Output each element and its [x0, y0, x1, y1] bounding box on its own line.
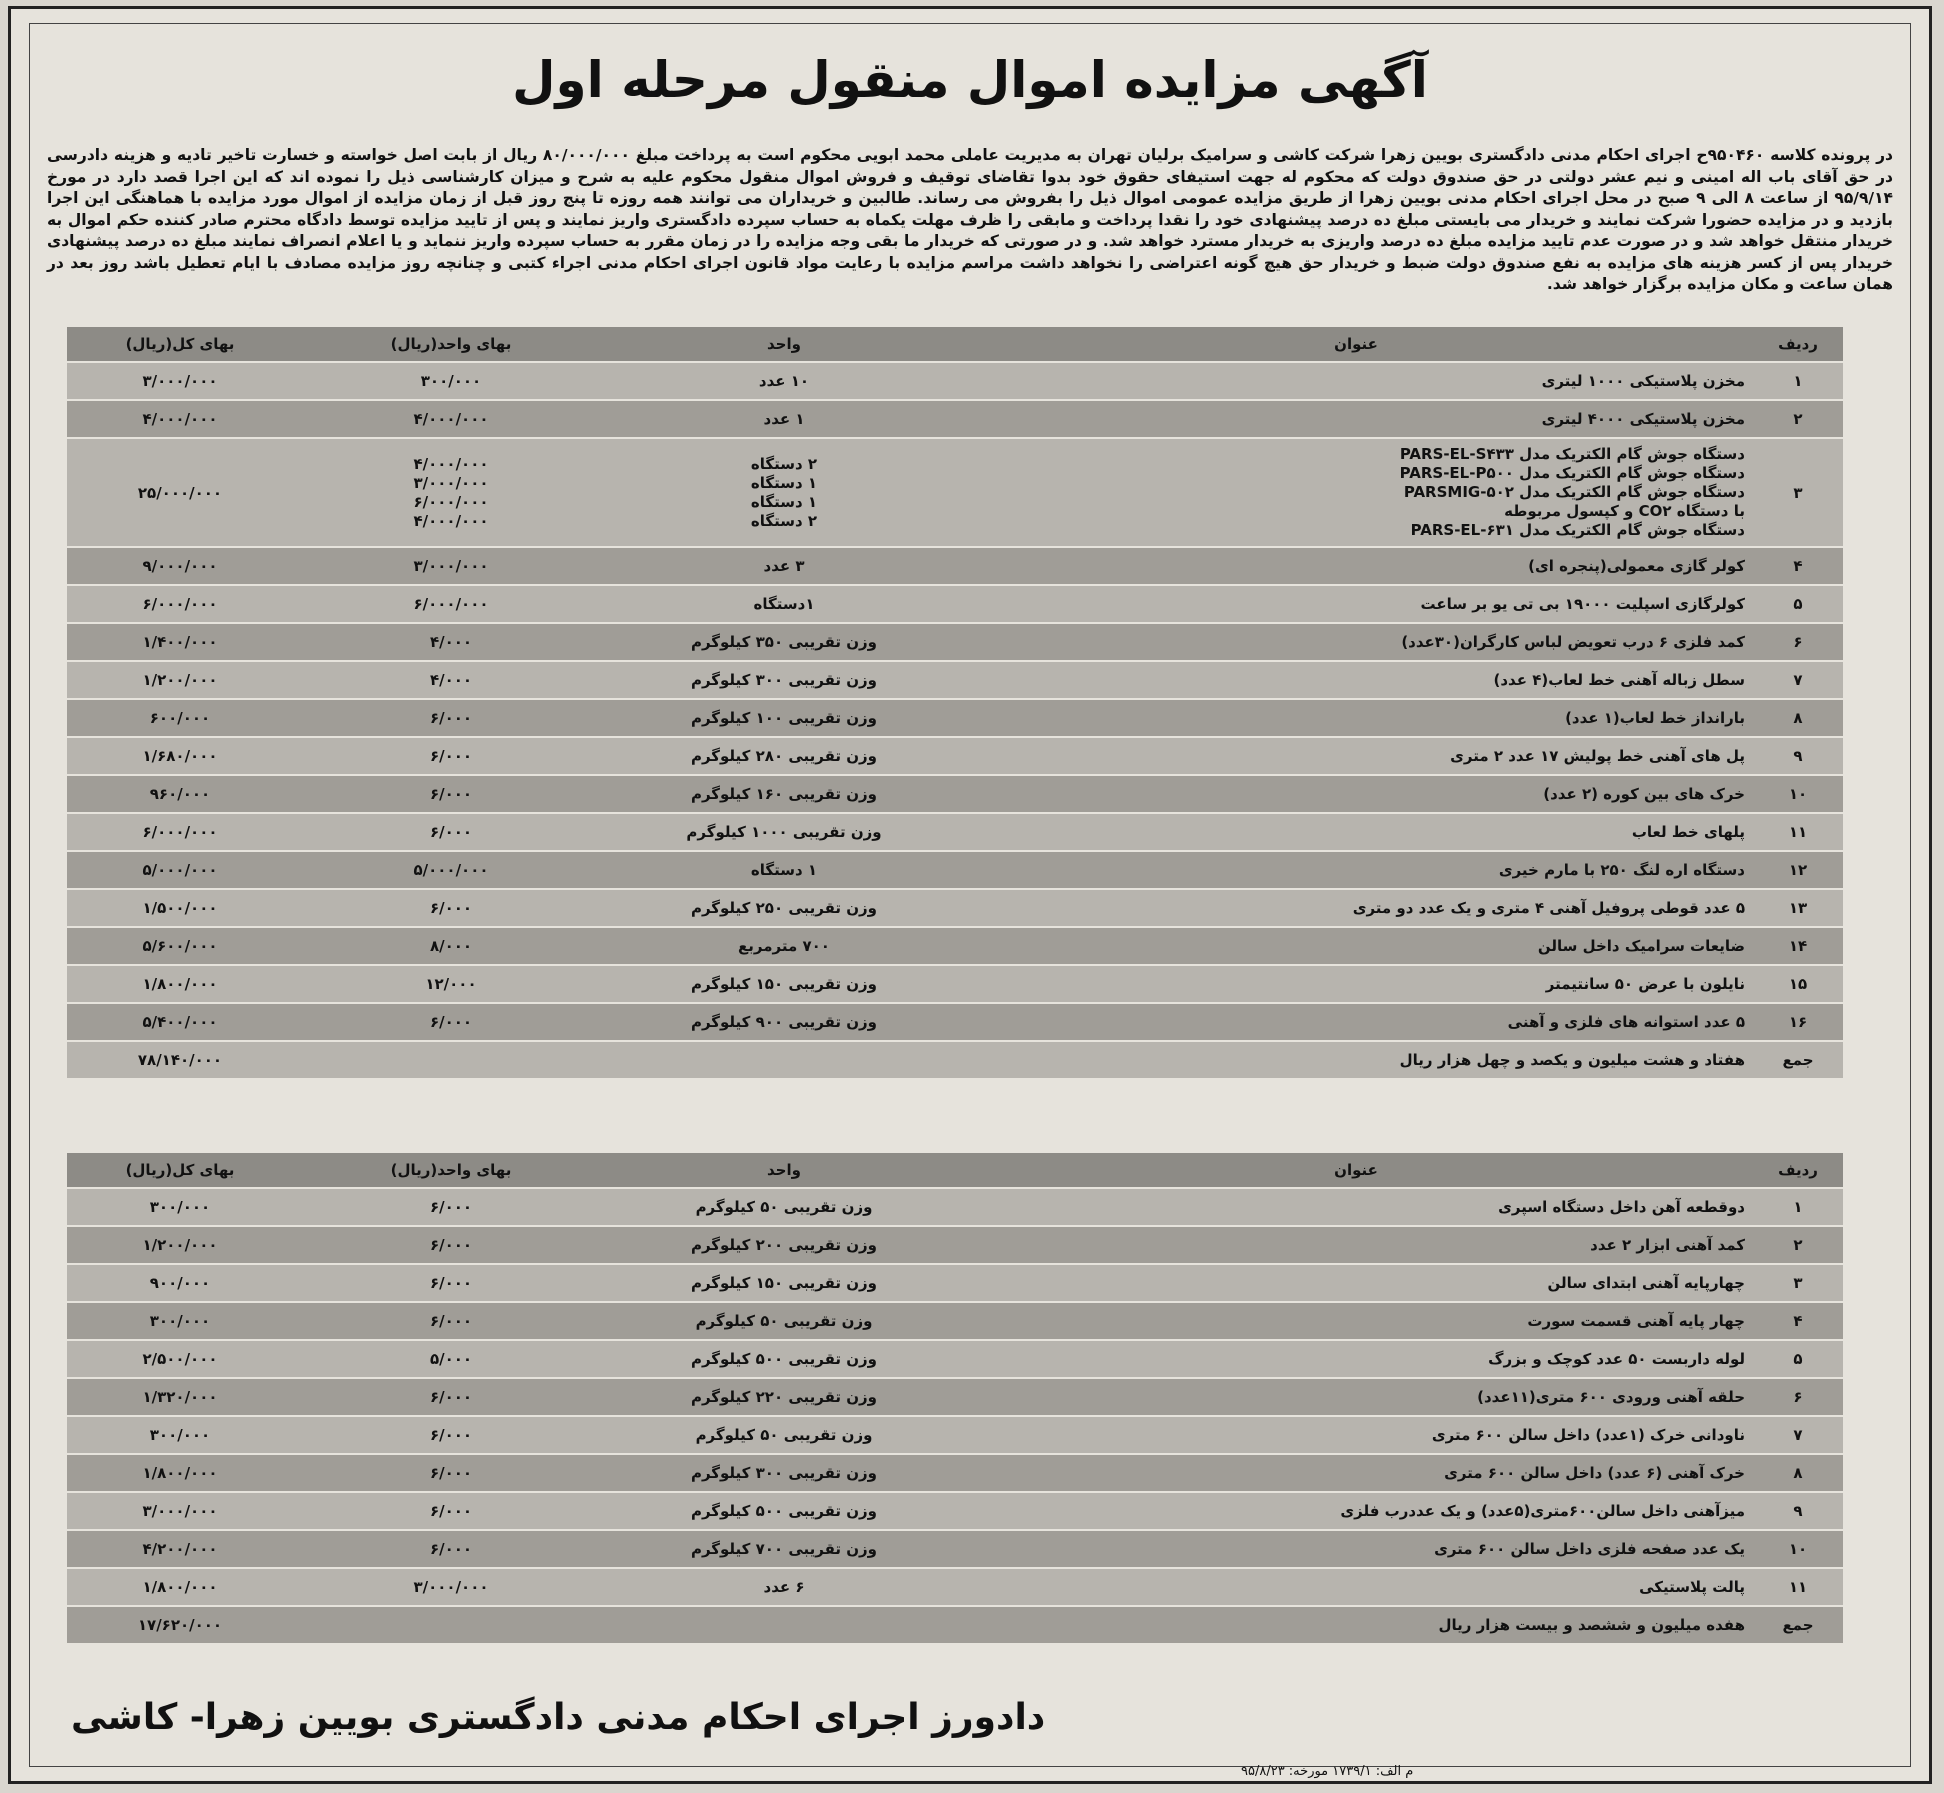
row-number: ۵: [1753, 1340, 1843, 1378]
row-number: ۹: [1753, 1492, 1843, 1530]
item-unit-line: ۱ دستگاه: [750, 473, 818, 492]
item-title: خرک آهنی (۶ عدد) داخل سالن ۶۰۰ متری: [959, 1454, 1753, 1492]
item-total-price: ۳۰۰/۰۰۰: [67, 1188, 293, 1226]
item-title: ضایعات سرامیک داخل سالن: [959, 927, 1753, 965]
row-number: ۱۶: [1753, 1003, 1843, 1041]
item-title-line: دستگاه جوش گام الکتریک مدل PARS-EL-S۴۳۳: [1399, 445, 1745, 463]
item-title: لوله داربست ۵۰ عدد کوچک و بزرگ: [959, 1340, 1753, 1378]
header-title: عنوان: [959, 327, 1753, 362]
item-title-line: دستگاه جوش گام الکتریک مدل PARS-EL-۶۳۱: [1410, 521, 1745, 539]
item-unit: وزن تقریبی ۵۰ کیلوگرم: [609, 1188, 959, 1226]
row-number: ۱۵: [1753, 965, 1843, 1003]
item-title: ناودانی خرک (۱عدد) داخل سالن ۶۰۰ متری: [959, 1416, 1753, 1454]
row-number: ۱: [1753, 362, 1843, 400]
item-unit: وزن تقریبی ۲۵۰ کیلوگرم: [609, 889, 959, 927]
item-unit-price: ۶/۰۰۰: [293, 1530, 609, 1568]
item-total-price: ۶۰۰/۰۰۰: [67, 699, 293, 737]
item-unit: وزن تقریبی ۹۰۰ کیلوگرم: [609, 1003, 959, 1041]
row-number: ۱۳: [1753, 889, 1843, 927]
item-unit: وزن تقریبی ۱۰۰۰ کیلوگرم: [609, 813, 959, 851]
item-title: پلهای خط لعاب: [959, 813, 1753, 851]
item-unit-price: ۶/۰۰۰: [293, 1188, 609, 1226]
row-number: ۱۴: [1753, 927, 1843, 965]
item-unit: وزن تقریبی ۳۰۰ کیلوگرم: [609, 1454, 959, 1492]
item-total-price: ۲۵/۰۰۰/۰۰۰: [67, 438, 293, 547]
item-total-price: ۹۶۰/۰۰۰: [67, 775, 293, 813]
table-row: [67, 438, 1843, 547]
item-unit-price-line: ۶/۰۰۰/۰۰۰: [413, 492, 489, 511]
row-number: ۹: [1753, 737, 1843, 775]
row-number: ۴: [1753, 547, 1843, 585]
item-total-price: ۵/۰۰۰/۰۰۰: [67, 851, 293, 889]
table-row: [67, 1454, 1843, 1492]
table-row: [67, 1302, 1843, 1340]
item-unit: وزن تقریبی ۵۰۰ کیلوگرم: [609, 1340, 959, 1378]
table-row: [67, 1264, 1843, 1302]
item-title: دستگاه اره لنگ ۲۵۰ با مارم خیری: [959, 851, 1753, 889]
row-number: ۷: [1753, 661, 1843, 699]
item-unit-price: ۶/۰۰۰: [293, 889, 609, 927]
sum-in-words: هفده میلیون و ششصد و بیست هزار ریال: [959, 1606, 1753, 1644]
item-unit: وزن تقریبی ۳۵۰ کیلوگرم: [609, 623, 959, 661]
sum-empty-price: [293, 1606, 609, 1644]
item-total-price: ۱/۴۰۰/۰۰۰: [67, 623, 293, 661]
table-row: [67, 1378, 1843, 1416]
table-row: [67, 965, 1843, 1003]
item-unit-price: ۶/۰۰۰: [293, 1492, 609, 1530]
item-title: حلقه آهنی ورودی ۶۰۰ متری(۱۱عدد): [959, 1378, 1753, 1416]
item-unit: وزن تقریبی ۱۶۰ کیلوگرم: [609, 775, 959, 813]
item-unit-price: ۳/۰۰۰/۰۰۰: [293, 547, 609, 585]
item-unit-price: ۶/۰۰۰: [293, 1003, 609, 1041]
sum-value: ۱۷/۶۲۰/۰۰۰: [67, 1606, 293, 1644]
item-total-price: ۳/۰۰۰/۰۰۰: [67, 1492, 293, 1530]
item-total-price: ۱/۸۰۰/۰۰۰: [67, 1568, 293, 1606]
item-title: مخزن پلاستیکی ۴۰۰۰ لیتری: [959, 400, 1753, 438]
item-unit-price: ۶/۰۰۰: [293, 1226, 609, 1264]
header-total-price: بهای کل(ریال): [67, 1153, 293, 1188]
item-total-price: ۳/۰۰۰/۰۰۰: [67, 362, 293, 400]
sum-row: [67, 1041, 1843, 1079]
header-row: ردیف: [1753, 327, 1843, 362]
table-row: [67, 1568, 1843, 1606]
item-title: نایلون با عرض ۵۰ سانتیمتر: [959, 965, 1753, 1003]
item-total-price: ۱/۲۰۰/۰۰۰: [67, 661, 293, 699]
item-title: کولر گازی معمولی(پنجره ای): [959, 547, 1753, 585]
table-row: [67, 1492, 1843, 1530]
row-number: ۸: [1753, 1454, 1843, 1492]
item-total-price: ۵/۶۰۰/۰۰۰: [67, 927, 293, 965]
item-title: [959, 438, 1753, 547]
item-total-price: ۱/۸۰۰/۰۰۰: [67, 965, 293, 1003]
row-number: ۲: [1753, 1226, 1843, 1264]
item-total-price: ۳۰۰/۰۰۰: [67, 1416, 293, 1454]
item-title: یک عدد صفحه فلزی داخل سالن ۶۰۰ متری: [959, 1530, 1753, 1568]
item-unit-price: ۱۲/۰۰۰: [293, 965, 609, 1003]
header-row: ردیف: [1753, 1153, 1843, 1188]
item-unit: وزن تقریبی ۷۰۰ کیلوگرم: [609, 1530, 959, 1568]
table-row: [67, 737, 1843, 775]
item-unit-price: ۶/۰۰۰: [293, 1416, 609, 1454]
item-unit-line: ۲ دستگاه: [750, 511, 818, 530]
item-title: پالت پلاستیکی: [959, 1568, 1753, 1606]
item-unit-price: ۶/۰۰۰: [293, 1378, 609, 1416]
table-row: [67, 699, 1843, 737]
item-unit: وزن تقریبی ۵۰ کیلوگرم: [609, 1416, 959, 1454]
item-unit: ۷۰۰ مترمربع: [609, 927, 959, 965]
item-title: پل های آهنی خط پولیش ۱۷ عدد ۲ متری: [959, 737, 1753, 775]
item-title: ۵ عدد قوطی پروفیل آهنی ۴ متری و یک عدد دو متری: [959, 889, 1753, 927]
item-total-price: ۱/۸۰۰/۰۰۰: [67, 1454, 293, 1492]
newspaper-clipping: [8, 6, 1932, 1784]
row-number: ۱۲: [1753, 851, 1843, 889]
header-unit: واحد: [609, 327, 959, 362]
item-unit-price: ۵/۰۰۰/۰۰۰: [293, 851, 609, 889]
table-row: [67, 400, 1843, 438]
item-unit-price: ۵/۰۰۰: [293, 1340, 609, 1378]
row-number: ۲: [1753, 400, 1843, 438]
sum-row: [67, 1606, 1843, 1644]
table-header: [67, 327, 1843, 362]
sum-label: جمع: [1753, 1606, 1843, 1644]
item-unit: ۱دستگاه: [609, 585, 959, 623]
items-table-1: [67, 327, 1843, 1080]
item-unit: وزن تقریبی ۲۰۰ کیلوگرم: [609, 1226, 959, 1264]
item-total-price: ۱/۵۰۰/۰۰۰: [67, 889, 293, 927]
item-unit-price: ۴/۰۰۰: [293, 661, 609, 699]
table-row: [67, 1188, 1843, 1226]
item-title-line: دستگاه جوش گام الکتریک مدل PARSMIG-۵۰۲: [1403, 483, 1745, 501]
sum-label: جمع: [1753, 1041, 1843, 1079]
item-unit: وزن تقریبی ۵۰ کیلوگرم: [609, 1302, 959, 1340]
item-unit-price-line: ۴/۰۰۰/۰۰۰: [413, 454, 489, 473]
row-number: ۱۰: [1753, 1530, 1843, 1568]
row-number: ۱۰: [1753, 775, 1843, 813]
item-unit-price: ۶/۰۰۰: [293, 775, 609, 813]
item-unit: ۱ دستگاه: [609, 851, 959, 889]
table-row: [67, 623, 1843, 661]
item-unit: وزن تقریبی ۲۲۰ کیلوگرم: [609, 1378, 959, 1416]
item-unit-line: ۲ دستگاه: [750, 454, 818, 473]
item-title: دوقطعه آهن داخل دستگاه اسپری: [959, 1188, 1753, 1226]
item-total-price: ۱/۶۸۰/۰۰۰: [67, 737, 293, 775]
item-unit: وزن تقریبی ۲۸۰ کیلوگرم: [609, 737, 959, 775]
notice-body: در پرونده کلاسه ۹۵۰۴۶۰ح اجرای احکام مدنی دادگستری بویین زهرا شرکت کاشی و سرامیک برلیان تهران به مدیریت عاملی محمد ابویی محکوم است به پرداخت مبلغ ۸۰/۰۰۰/۰۰۰ ریال از بابت اصل خواسته و خسارت تاخیر تادیه و هزینه دادرسی در حق آقای باب اله امینی و نیم عشر دولتی در حق صندوق دولت که محکوم له جهت استیفای حقوق خود بدوا تقاضای توقیف و فروش اموال منقول محکوم علیه به شرح و میزان کارشناسی ذیل را نموده اند که این اجرا قصد دارد در مورخ ۹۵/۹/۱۴ از ساعت ۸ الی ۹ صبح در محل اجرای احکام مدنی بویین زهرا از طریق مزایده عمومی اموال ذیل را بفروش می رساند. طالبین و خریداران می توانند همه روزه تا پنج روز قبل از زمان مزایده از اموال مورد مزایده با هماهنگی این اجرا بازدید و در مزایده حضورا شرکت نمایند و خریدار می بایستی مبلغ ده درصد پیشنهادی خود را نقدا پرداخت و مابقی را ظرف مهلت یکماه به حساب سپرده دادگستری واریز نمایند و پس از تایید مزایده توسط دادگاه محترم صادر کننده حکم اموال به خریدار منتقل خواهد شد و در صورت عدم تایید مزایده مبلغ ده درصد واریزی به خریدار مسترد خواهد شد. و در صورتی که خریدار ما بقی وجه مزایده را در زمان مقرر به حساب سپرده واریز ننماید و یا اعلام انصراف نمایند مبلغ ده درصد پیشنهادی خریدار پس از کسر هزینه های مزایده به نفع صندوق دولت ضبط و خریدار حق هیچ گونه اعتراضی را نخواهد داشت مراسم مزایده با رعایت مواد قانون اجرای احکام مدنی اجراء کتبی و چنانچه روز مزایده مصادف با ایام تعطیل باشد روز بعد در همان ساعت و مکان مزایده برگزار خواهد شد.: [47, 146, 1894, 293]
item-unit: وزن تقریبی ۳۰۰ کیلوگرم: [609, 661, 959, 699]
row-number: ۶: [1753, 1378, 1843, 1416]
item-unit-price: [293, 438, 609, 547]
row-number: ۳: [1753, 438, 1843, 547]
table-row: [67, 927, 1843, 965]
sum-value: ۷۸/۱۴۰/۰۰۰: [67, 1041, 293, 1079]
table-row: [67, 813, 1843, 851]
item-total-price: ۴/۲۰۰/۰۰۰: [67, 1530, 293, 1568]
item-unit-price: ۶/۰۰۰: [293, 699, 609, 737]
item-title: چهارپایه آهنی ابتدای سالن: [959, 1264, 1753, 1302]
table-row: [67, 1340, 1843, 1378]
item-unit-price: ۳۰۰/۰۰۰: [293, 362, 609, 400]
item-unit-line: ۱ دستگاه: [750, 492, 818, 511]
item-total-price: ۹۰۰/۰۰۰: [67, 1264, 293, 1302]
item-total-price: ۱/۲۰۰/۰۰۰: [67, 1226, 293, 1264]
header-title: عنوان: [959, 1153, 1753, 1188]
item-unit: ۱ عدد: [609, 400, 959, 438]
item-unit-price: ۶/۰۰۰: [293, 813, 609, 851]
table-row: [67, 661, 1843, 699]
table-row: [67, 585, 1843, 623]
item-unit-price: ۶/۰۰۰: [293, 1264, 609, 1302]
sum-empty-unit: [609, 1606, 959, 1644]
table-row: [67, 851, 1843, 889]
item-title-line: با دستگاه CO۲ و کپسول مربوطه: [1504, 502, 1745, 520]
row-number: ۱۱: [1753, 1568, 1843, 1606]
item-title: سطل زباله آهنی خط لعاب(۴ عدد): [959, 661, 1753, 699]
header-unit: واحد: [609, 1153, 959, 1188]
item-total-price: ۴/۰۰۰/۰۰۰: [67, 400, 293, 438]
items-table-2: [67, 1153, 1843, 1645]
item-unit: وزن تقریبی ۱۵۰ کیلوگرم: [609, 1264, 959, 1302]
item-total-price: ۶/۰۰۰/۰۰۰: [67, 585, 293, 623]
item-unit-price: ۴/۰۰۰/۰۰۰: [293, 400, 609, 438]
item-unit-price: ۳/۰۰۰/۰۰۰: [293, 1568, 609, 1606]
header-total-price: بهای کل(ریال): [67, 327, 293, 362]
item-title: کولرگازی اسپلیت ۱۹۰۰۰ بی تی یو بر ساعت: [959, 585, 1753, 623]
item-unit: ۳ عدد: [609, 547, 959, 585]
item-unit-price: ۸/۰۰۰: [293, 927, 609, 965]
signature: دادورز اجرای احکام مدنی دادگستری بویین زهرا- کاشی: [71, 1697, 1046, 1738]
item-unit: وزن تقریبی ۱۰۰ کیلوگرم: [609, 699, 959, 737]
table-row: [67, 775, 1843, 813]
table-row: [67, 1416, 1843, 1454]
item-unit: ۱۰ عدد: [609, 362, 959, 400]
sum-in-words: هفتاد و هشت میلیون و یکصد و چهل هزار ریال: [959, 1041, 1753, 1079]
table-row: [67, 362, 1843, 400]
row-number: ۶: [1753, 623, 1843, 661]
item-unit-price: ۶/۰۰۰: [293, 1454, 609, 1492]
header-unit-price: بهای واحد(ریال): [293, 327, 609, 362]
table-row: [67, 1003, 1843, 1041]
item-title: بارانداز خط لعاب(۱ عدد): [959, 699, 1753, 737]
row-number: ۷: [1753, 1416, 1843, 1454]
item-title: کمد آهنی ابزار ۲ عدد: [959, 1226, 1753, 1264]
item-unit-price: ۶/۰۰۰: [293, 737, 609, 775]
item-unit-price: ۶/۰۰۰/۰۰۰: [293, 585, 609, 623]
item-unit: وزن تقریبی ۵۰۰ کیلوگرم: [609, 1492, 959, 1530]
item-unit-price: ۴/۰۰۰: [293, 623, 609, 661]
item-unit-price: ۶/۰۰۰: [293, 1302, 609, 1340]
item-title-line: دستگاه جوش گام الکتریک مدل PARS-EL-P۵۰۰: [1399, 464, 1745, 482]
item-unit: ۶ عدد: [609, 1568, 959, 1606]
sum-empty-unit: [609, 1041, 959, 1079]
sum-empty-price: [293, 1041, 609, 1079]
row-number: ۳: [1753, 1264, 1843, 1302]
item-total-price: ۲/۵۰۰/۰۰۰: [67, 1340, 293, 1378]
row-number: ۸: [1753, 699, 1843, 737]
table-header: [67, 1153, 1843, 1188]
table-row: [67, 1226, 1843, 1264]
item-title: خرک های بین کوره (۲ عدد): [959, 775, 1753, 813]
item-unit-price-line: ۴/۰۰۰/۰۰۰: [413, 511, 489, 530]
row-number: ۱۱: [1753, 813, 1843, 851]
header-unit-price: بهای واحد(ریال): [293, 1153, 609, 1188]
notice-title: آگهی مزایده اموال منقول مرحله اول: [512, 51, 1428, 109]
row-number: ۱: [1753, 1188, 1843, 1226]
item-unit-price-line: ۳/۰۰۰/۰۰۰: [413, 473, 489, 492]
item-total-price: ۹/۰۰۰/۰۰۰: [67, 547, 293, 585]
table-row: [67, 547, 1843, 585]
item-title: ۵ عدد استوانه های فلزی و آهنی: [959, 1003, 1753, 1041]
item-unit: [609, 438, 959, 547]
item-total-price: ۳۰۰/۰۰۰: [67, 1302, 293, 1340]
item-total-price: ۶/۰۰۰/۰۰۰: [67, 813, 293, 851]
item-total-price: ۵/۴۰۰/۰۰۰: [67, 1003, 293, 1041]
item-title: میزآهنی داخل سالن۶۰۰متری(۵عدد) و یک عددرب فلزی: [959, 1492, 1753, 1530]
reference-number: م الف: ۱۷۳۹/۱ مورخه: ۹۵/۸/۲۳: [1241, 1764, 1414, 1779]
row-number: ۴: [1753, 1302, 1843, 1340]
item-title: مخزن پلاستیکی ۱۰۰۰ لیتری: [959, 362, 1753, 400]
table-row: [67, 1530, 1843, 1568]
item-unit: وزن تقریبی ۱۵۰ کیلوگرم: [609, 965, 959, 1003]
item-title: کمد فلزی ۶ درب تعویض لباس کارگران(۳۰عدد): [959, 623, 1753, 661]
item-total-price: ۱/۳۲۰/۰۰۰: [67, 1378, 293, 1416]
row-number: ۵: [1753, 585, 1843, 623]
table-row: [67, 889, 1843, 927]
item-title: چهار پایه آهنی قسمت سورت: [959, 1302, 1753, 1340]
